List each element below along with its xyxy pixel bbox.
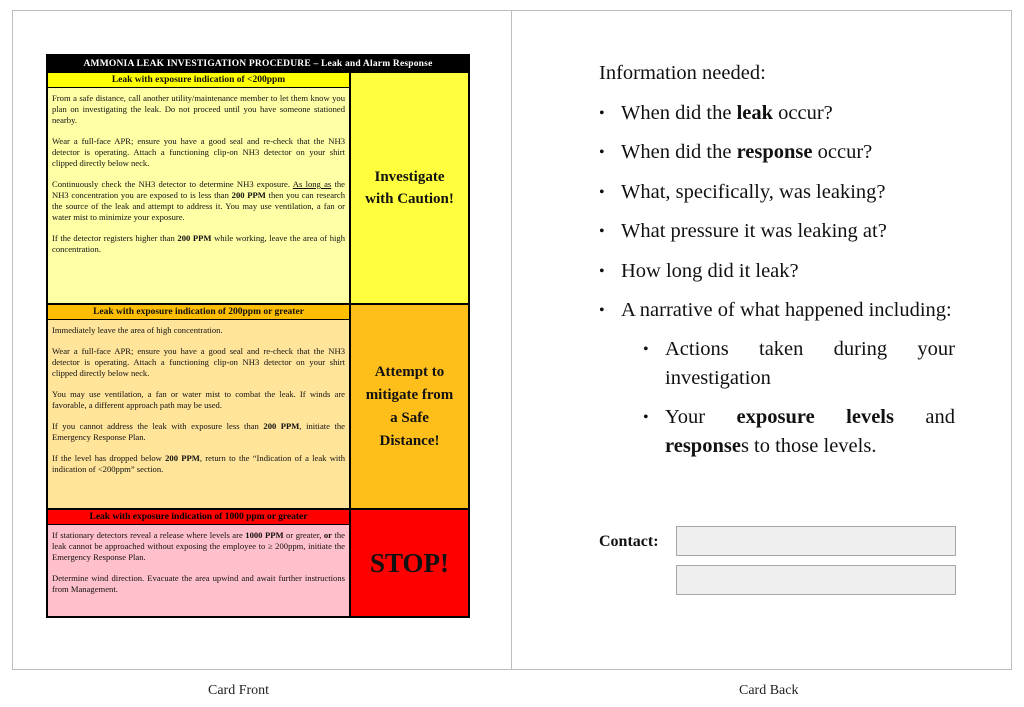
- procedure-table: [46, 54, 470, 618]
- paragraph: You may use ventilation, a fan or water mist to combat the leak. If winds are favorable, a different approach path may be used.: [52, 389, 345, 410]
- caption-card-front: Card Front: [208, 683, 270, 698]
- subitem-exposure: • Your exposure levels and responses to those levels.: [643, 403, 955, 462]
- subitem-actions: • Actions taken during your investigation: [643, 335, 955, 394]
- section-heading: Leak with exposure indication of 200ppm or greater: [48, 305, 349, 320]
- paragraph: Determine wind direction. Evacuate the area upwind and await further instructions from Management.: [52, 573, 345, 594]
- narrative-sublist: [621, 335, 955, 462]
- paragraph: From a safe distance, call another utility/maintenance member to let them know you plan on investigating the leak. Do not proceed until you have someone stationed nearby.: [52, 93, 345, 125]
- card-back: [512, 11, 1011, 669]
- contact-label: Contact:: [599, 533, 659, 550]
- section-body: [48, 88, 349, 303]
- info-item-pressure: • What pressure it was leaking at?: [599, 217, 955, 247]
- action-investigate-with-caution: Investigate with Caution!: [351, 73, 468, 303]
- paragraph: If you cannot address the leak with exposure less than 200 PPM, initiate the Emergency Response Plan.: [52, 421, 345, 442]
- info-item-narrative: [599, 296, 955, 462]
- card-front: [13, 11, 512, 669]
- section-low-details: [48, 73, 351, 303]
- paragraph: If stationary detectors reveal a release where levels are 1000 PPM or greater, or the leak cannot be approached without exposing the employee to ≥ 200ppm, initiate the Emergency Response Plan.: [52, 530, 345, 562]
- info-item-leak-time: • When did the leak occur?: [599, 99, 955, 129]
- information-needed: [599, 59, 955, 472]
- section-heading: Leak with exposure indication of 1000 ppm or greater: [48, 510, 349, 525]
- caption-card-back: Card Back: [739, 683, 799, 698]
- info-list: [599, 99, 955, 462]
- reference-card-spread: [12, 10, 1012, 670]
- paragraph: Continuously check the NH3 detector to determine NH3 exposure. As long as the NH3 concentration you are exposed to is less than 200 PPM then you can research the source of the leak and attempt to address it. You may use ventilation, a fan or water mist to minimize your exposure.: [52, 179, 346, 222]
- procedure-title: AMMONIA LEAK INVESTIGATION PROCEDURE – Leak and Alarm Response: [48, 56, 468, 73]
- paragraph: Immediately leave the area of high concentration.: [52, 325, 223, 335]
- section-high-exposure: [48, 508, 468, 616]
- info-item-what-leaked: • What, specifically, was leaking?: [599, 178, 955, 208]
- contact-field-1[interactable]: [676, 526, 956, 556]
- info-heading: Information needed:: [599, 62, 766, 84]
- contact-field-2[interactable]: [676, 565, 956, 595]
- paragraph: Wear a full-face APR; ensure you have a good seal and re-check that the NH3 detector is operating. Attach a functioning clip-on NH3 detector on your shirt clipped directly below neck.: [52, 136, 345, 168]
- section-high-details: [48, 510, 351, 616]
- info-item-duration: • How long did it leak?: [599, 257, 955, 287]
- paragraph: Wear a full-face APR; ensure you have a good seal and re-check that the NH3 detector is operating. Attach a functioning clip-on NH3 detector on your shirt clipped directly below neck.: [52, 346, 345, 378]
- info-item-response-time: • When did the response occur?: [599, 138, 955, 168]
- paragraph: If the level has dropped below 200 PPM, return to the “Indication of a leak with indication of <200ppm” section.: [52, 453, 345, 474]
- section-mid-exposure: [48, 303, 468, 508]
- paragraph: If the detector registers higher than 200 PPM while working, leave the area of high concentration.: [52, 233, 345, 254]
- section-body: [48, 525, 349, 616]
- section-mid-details: [48, 305, 351, 508]
- action-stop: STOP!: [351, 510, 468, 616]
- section-low-exposure: [48, 73, 468, 303]
- section-body: [48, 320, 349, 508]
- action-attempt-to-mitigate: Attempt to mitigate from a Safe Distance!: [351, 305, 468, 508]
- narrative-label: A narrative of what happened including:: [621, 299, 952, 321]
- section-heading: Leak with exposure indication of <200ppm: [48, 73, 349, 88]
